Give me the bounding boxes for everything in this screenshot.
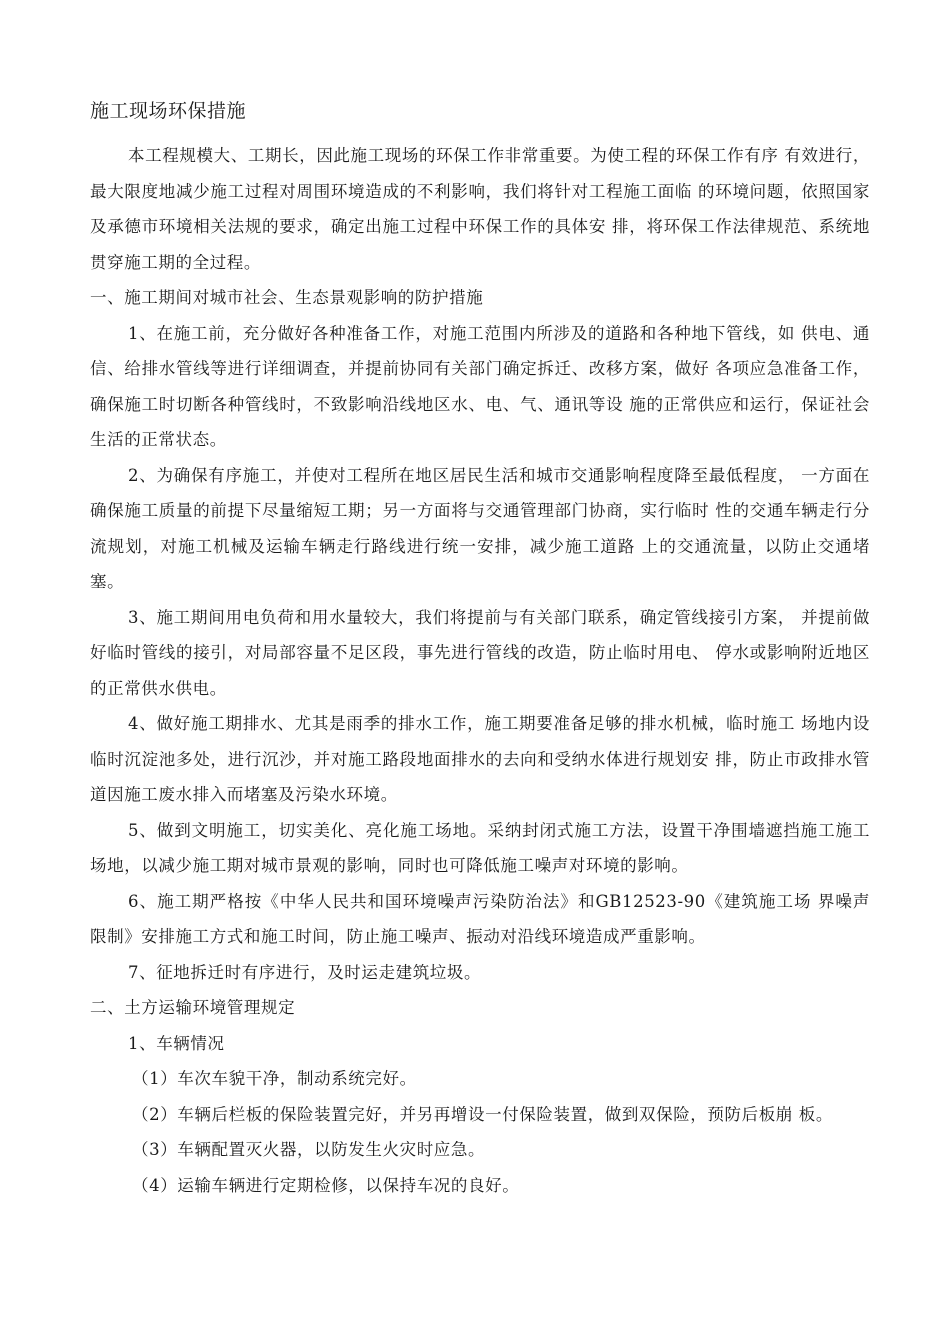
section-1-item-5: 5、做到文明施工，切实美化、亮化施工场地。采纳封闭式施工方法，设置干净围墙遮挡施工施工场地，以减少施工期对城市景观的影响，同时也可降低施工噪声对环境的影响。 <box>90 820 870 875</box>
document-body <box>90 138 870 1203</box>
vehicle-rule-3: （3）车辆配置灭火器，以防发生火灾时应急。 <box>132 1140 486 1159</box>
section-1-item-7: 7、征地拆迁时有序进行，及时运走建筑垃圾。 <box>128 962 482 982</box>
section-1-item-1: 1、在施工前，充分做好各种准备工作，对施工范围内所涉及的道路和各种地下管线，如 供电、通信、给排水管线等进行详细调查，并提前协同有关部门确定拆迁、改移方案，做好 各项应急准备工作，确保施工时切断各种管线时，不致影响沿线地区水、电、气、通讯等设 施的正常供应和运行，保证社会生活的正常状态。 <box>90 323 870 449</box>
section-2-item-1: 1、车辆情况 <box>128 1033 225 1053</box>
section-heading-1: 一、施工期间对城市社会、生态景观影响的防护措施 <box>90 288 484 307</box>
section-1-item-6: 6、施工期严格按《中华人民共和国环境噪声污染防治法》和GB12523-90《建筑施工场 界噪声限制》安排施工方式和施工时间，防止施工噪声、振动对沿线环境造成严重影响。 <box>90 891 870 946</box>
document-title: 施工现场环保措施 <box>90 100 247 122</box>
vehicle-rule-4: （4）运输车辆进行定期检修，以保持车况的良好。 <box>132 1175 520 1195</box>
section-heading-2: 二、土方运输环境管理规定 <box>90 998 296 1017</box>
section-1-item-3: 3、施工期间用电负荷和用水量较大，我们将提前与有关部门联系，确定管线接引方案， 并提前做好临时管线的接引，对局部容量不足区段，事先进行管线的改造，防止临时用电、 停水或影响附近地区的正常供水供电。 <box>90 607 870 698</box>
intro-paragraph: 本工程规模大、工期长，因此施工现场的环保工作非常重要。为使工程的环保工作有序 有效进行，最大限度地减少施工过程对周围环境造成的不利影响，我们将针对工程施工面临 的环境问题，依照国家及承德市环境相关法规的要求，确定出施工过程中环保工作的具体安 排，将环保工作法律规范、系统地贯穿施工期的全过程。 <box>90 146 870 272</box>
vehicle-rule-1: （1）车次车貌干净，制动系统完好。 <box>132 1069 417 1088</box>
vehicle-rule-2: （2）车辆后栏板的保险装置完好，并另再增设一付保险装置，做到双保险，预防后板崩 板。 <box>132 1104 833 1124</box>
section-1-item-4: 4、做好施工期排水、尤其是雨季的排水工作，施工期要准备足够的排水机械，临时施工 场地内设临时沉淀池多处，进行沉沙，并对施工路段地面排水的去向和受纳水体进行规划安 排，防止市政排水管道因施工废水排入而堵塞及污染水环境。 <box>90 714 870 804</box>
section-1-item-2: 2、为确保有序施工，并使对工程所在地区居民生活和城市交通影响程度降至最低程度， 一方面在确保施工质量的前提下尽量缩短工期；另一方面将与交通管理部门协商，实行临时 性的交通车辆走行分流规划，对施工机械及运输车辆走行路线进行统一安排，减少施工道路 上的交通流量，以防止交通堵塞。 <box>90 465 870 591</box>
